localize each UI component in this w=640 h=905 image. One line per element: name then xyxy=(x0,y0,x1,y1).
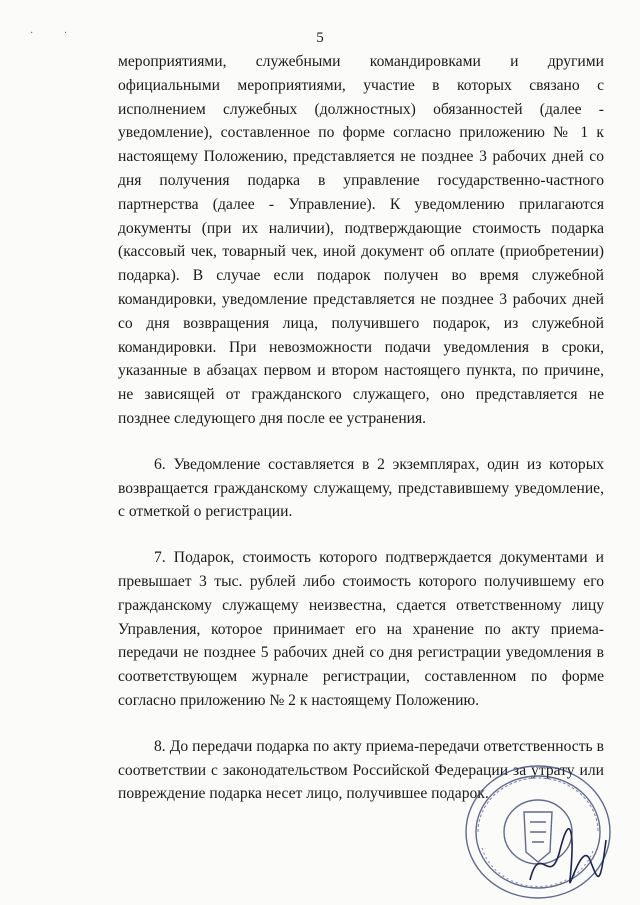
paragraph-8: 8. До передачи подарка по акту приема-передачи ответственность в соответствии с законодательством Российской Федерации за утрату или повреждение подарка несет лицо, получившее подарок. xyxy=(118,737,604,803)
scan-specks: · · xyxy=(30,28,82,39)
paragraph-6: 6. Уведомление составляется в 2 экземплярах, один из которых возвращается гражданскому служащему, представившему уведомление, с отметкой о регистрации. xyxy=(118,455,604,521)
signature-scribble xyxy=(520,820,610,900)
document-body xyxy=(118,50,604,806)
page-number: 5 xyxy=(316,30,324,46)
paragraph-7: 7. Подарок, стоимость которого подтверждается документами и превышает 3 тыс. рублей либо стоимость которого получившему его гражданскому служащему неизвестна, сдается ответственному лицу Управления, которое принимает его на хранение по акту приема-передачи не позднее 5 рабочих дней со дня регистрации уведомления в соответствующем журнале регистрации, составленном по форме согласно приложению № 2 к настоящему Положению. xyxy=(118,549,604,709)
paragraph-continuation: мероприятиями, служебными командировками и другими официальными мероприятиями, участие в которых связано с исполнением служебных (должностных) обязанностей (далее - уведомление), составленное по форме согласно приложению № 1 к настоящему Положению, представляется не позднее 3 рабочих дней со дня получения подарка в управление государственно-частного партнерства (далее - Управление). К уведомлению прилагаются документы (при их наличии), подтверждающие стоимость подарка (кассовый чек, товарный чек, иной документ об оплате (приобретении) подарка). В случае если подарок получен во время служебной командировки, уведомление представляется не позднее 3 рабочих дней со дня возвращения лица, получившего подарок, из служебной командировки. При невозможности подачи уведомления в сроки, указанные в абзацах первом и втором настоящего пункта, по причине, не зависящей от гражданского служащего, оно представляется не позднее следующего дня после ее устранения. xyxy=(118,53,604,427)
